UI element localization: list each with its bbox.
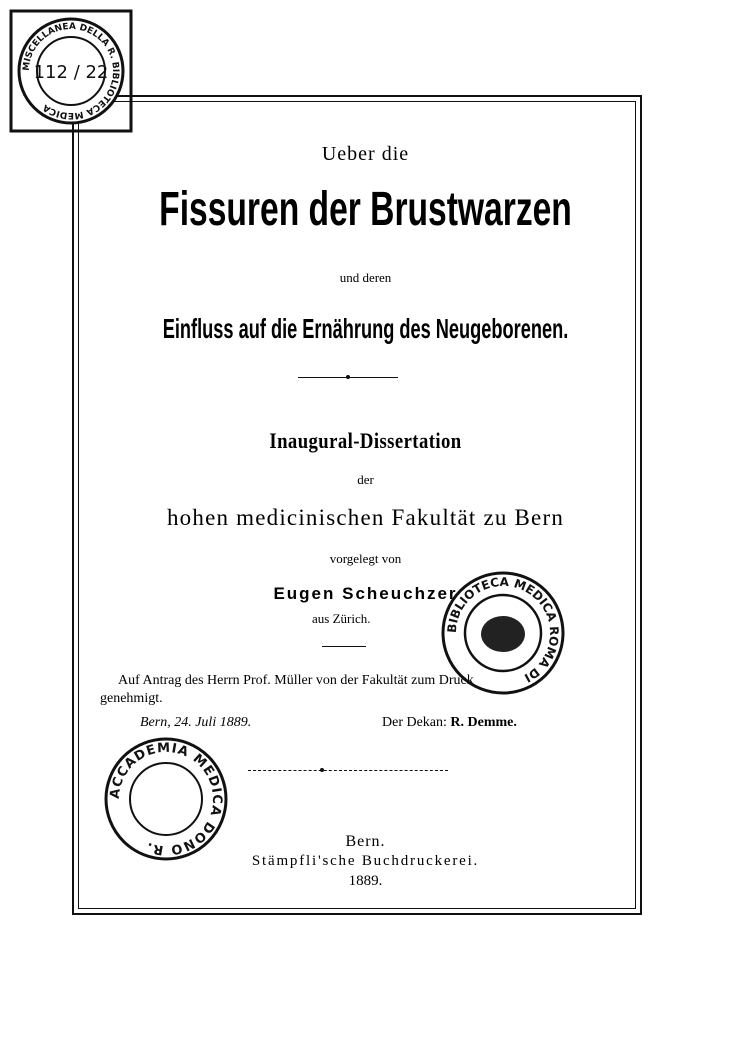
stamp-text-top-left: MISCELLANEA DELLA R. BIBLIOTECA MEDICA — [21, 21, 121, 121]
ornament-dot-1 — [346, 375, 350, 379]
imprint-printer: Stämpfli'sche Buchdruckerei. — [251, 853, 480, 869]
svg-text:ACCADEMIA MEDICA DONO R. — [108, 741, 224, 857]
imprint-year: 1889. — [348, 873, 383, 889]
dissertation-heading: Inaugural-Dissertation — [269, 428, 462, 453]
author-name: Eugen Scheuchzer — [273, 584, 458, 603]
approval-line-2: genehmigt. — [100, 691, 163, 706]
stamp-text-right: BIBLIOTECA MEDICA ROMA DI — [444, 574, 562, 686]
seal-emblem-icon — [481, 616, 525, 652]
ornament-rule-2 — [248, 770, 448, 771]
short-rule — [322, 646, 366, 647]
dean-line — [382, 715, 517, 731]
date-line: Bern, 24. Juli 1889. — [140, 715, 252, 730]
author-origin: aus Zürich. — [312, 611, 371, 626]
main-title: Fissuren der Brustwarzen — [159, 183, 572, 236]
stamp-text-bottom-left: ACCADEMIA MEDICA DONO R. — [107, 740, 225, 858]
imprint-city: Bern. — [345, 833, 386, 850]
library-stamp-top-left — [8, 8, 136, 136]
library-stamp-right — [438, 568, 568, 698]
dean-label: Der Dekan: — [382, 715, 447, 730]
approval-line-1: Auf Antrag des Herrn Prof. Müller von der Fakultät zum Druck — [118, 673, 474, 688]
der-line: der — [357, 472, 374, 487]
stamp-mark-top-left: 112 / 22 — [33, 62, 109, 83]
pre-title: Ueber die — [321, 143, 410, 165]
dean-name: R. Demme. — [450, 715, 517, 730]
academy-stamp-bottom-left — [100, 733, 232, 865]
ornament-dot-2 — [320, 768, 324, 772]
faculty-line: hohen medicinischen Fakultät zu Bern — [166, 505, 565, 530]
vorgelegt-line: vorgelegt von — [329, 551, 402, 566]
and-line: und deren — [339, 270, 392, 285]
sub-title: Einfluss auf die Ernährung des Neugeborenen. — [162, 313, 569, 344]
